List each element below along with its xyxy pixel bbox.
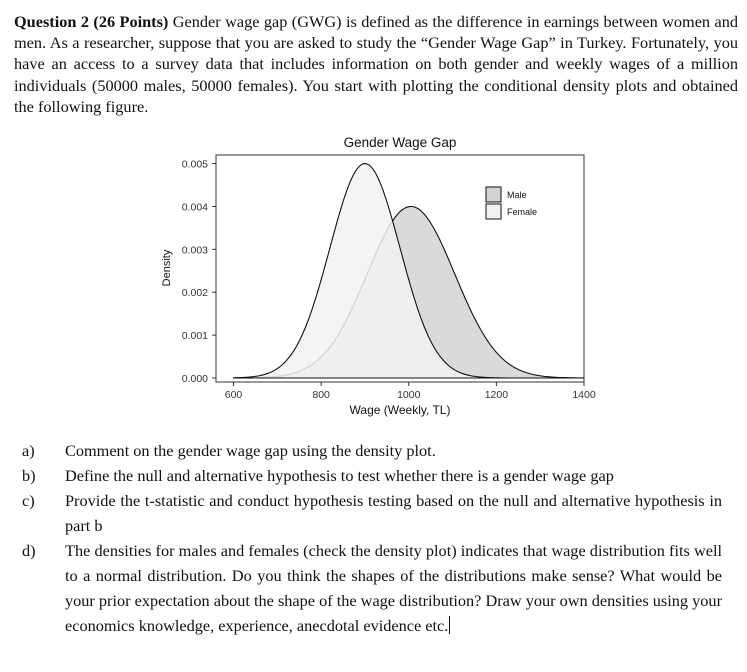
x-tick-label: 1200 xyxy=(484,389,509,401)
question-intro: Gender wage gap (GWG) is defined as the difference in earnings between women and men. As a researcher, suppose that you are asked to study the “Gender Wage Gap” in Turkey. Fortunately, you have an access to a survey data that includes information on both gender and weekly wages of a million individuals (50000 males, 50000 females). You start with plotting the conditional density plots and obtained the following figure. xyxy=(14,12,738,116)
legend-swatch-male xyxy=(486,187,501,202)
legend-label-female: Female xyxy=(507,207,538,217)
legend-swatch-female xyxy=(486,204,501,219)
density-chart xyxy=(150,128,600,428)
x-axis xyxy=(225,382,596,401)
question-marker: c) xyxy=(22,491,35,510)
question-paragraph xyxy=(14,11,738,117)
x-tick-label: 800 xyxy=(312,389,330,401)
density-figure xyxy=(150,128,600,428)
question-text: The densities for males and females (check the density plot) indicates that wage distribution fits well to a normal distribution. Do you think the shapes of the distributions make sense? What would be your prior expectation about the shape of the wage distribution? Draw your own densities using your economics knowledge, experience, anecdotal evidence etc. xyxy=(65,541,722,635)
y-axis-label: Density xyxy=(161,249,173,287)
question-heading: Question 2 (26 Points) xyxy=(14,12,169,31)
question-marker: d) xyxy=(22,541,36,560)
chart-title: Gender Wage Gap xyxy=(343,135,457,150)
question-part-c xyxy=(22,488,722,538)
x-tick-label: 1400 xyxy=(572,389,596,401)
question-marker: a) xyxy=(22,441,35,460)
y-tick-label: 0.005 xyxy=(181,158,208,171)
x-tick-label: 1000 xyxy=(397,389,421,401)
x-tick-label: 600 xyxy=(224,389,243,401)
question-parts xyxy=(22,438,722,638)
x-axis-label: Wage (Weekly, TL) xyxy=(349,403,451,417)
legend-label-male: Male xyxy=(507,190,527,200)
question-part-d xyxy=(22,538,722,638)
question-marker: b) xyxy=(22,466,36,485)
question-part-b xyxy=(22,463,722,488)
y-tick-label: 0.002 xyxy=(181,287,208,300)
question-part-a xyxy=(22,438,722,463)
y-tick-label: 0.001 xyxy=(181,330,208,343)
text-cursor xyxy=(449,616,450,634)
y-axis xyxy=(182,159,216,385)
question-text: Provide the t-statistic and conduct hypothesis testing based on the null and alternative hypothesis in part b xyxy=(65,491,722,535)
y-tick-label: 0.004 xyxy=(181,201,208,214)
question-text: Define the null and alternative hypothesis to test whether there is a gender wage gap xyxy=(65,466,614,485)
y-tick-label: 0.000 xyxy=(181,373,208,385)
y-tick-label: 0.003 xyxy=(181,244,208,257)
question-text: Comment on the gender wage gap using the density plot. xyxy=(65,441,436,460)
